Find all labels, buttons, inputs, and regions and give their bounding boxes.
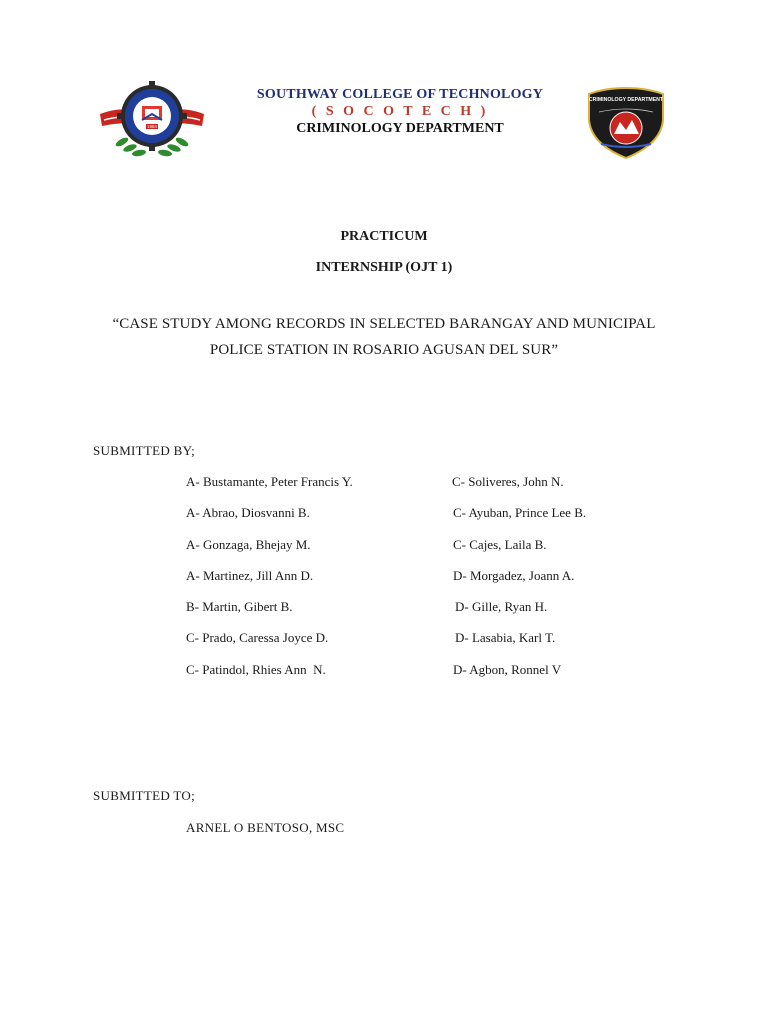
college-name: SOUTHWAY COLLEGE OF TECHNOLOGY bbox=[256, 87, 544, 102]
submitter-name: C- Cajes, Laila B. bbox=[453, 537, 547, 552]
submitter-name: D- Agbon, Ronnel V bbox=[453, 662, 562, 677]
submitter-name: C- Patindol, Rhies Ann N. bbox=[186, 662, 326, 677]
study-title-line-1: “CASE STUDY AMONG RECORDS IN SELECTED BARANGAY AND MUNICIPAL bbox=[112, 316, 656, 332]
submitter-name: A- Gonzaga, Bhejay M. bbox=[186, 537, 311, 552]
submitter-name: D- Lasabia, Karl T. bbox=[455, 630, 556, 645]
college-abbreviation: ( S O C O T E C H ) bbox=[311, 104, 489, 119]
submitted-to-label: SUBMITTED TO; bbox=[93, 788, 196, 803]
submitter-name: A- Bustamante, Peter Francis Y. bbox=[186, 474, 353, 489]
submitter-name: C- Soliveres, John N. bbox=[452, 474, 564, 489]
submitter-name: D- Morgadez, Joann A. bbox=[453, 568, 575, 583]
submitter-name: B- Martin, Gibert B. bbox=[186, 599, 293, 614]
adviser-name: ARNEL O BENTOSO, MSC bbox=[186, 820, 345, 835]
submitter-name: C- Ayuban, Prince Lee B. bbox=[453, 505, 587, 520]
submitter-name: A- Abrao, Diosvanni B. bbox=[186, 505, 310, 520]
seal-year: 1984 bbox=[146, 124, 158, 130]
submitter-name: A- Martinez, Jill Ann D. bbox=[186, 568, 314, 583]
department-name: CRIMINOLOGY DEPARTMENT bbox=[296, 121, 504, 136]
study-title-line-2: POLICE STATION IN ROSARIO AGUSAN DEL SUR” bbox=[209, 342, 559, 358]
submitter-name: D- Gille, Ryan H. bbox=[455, 599, 548, 614]
submitter-name: C- Prado, Caressa Joyce D. bbox=[186, 630, 329, 645]
criminology-badge-icon bbox=[585, 86, 667, 160]
submitted-by-label: SUBMITTED BY; bbox=[93, 443, 196, 458]
course-title: PRACTICUM bbox=[340, 229, 428, 244]
badge-text: CRIMINOLOGY DEPARTMENT bbox=[588, 97, 664, 103]
course-subtitle: INTERNSHIP (OJT 1) bbox=[315, 260, 453, 275]
college-seal-icon bbox=[92, 80, 212, 162]
